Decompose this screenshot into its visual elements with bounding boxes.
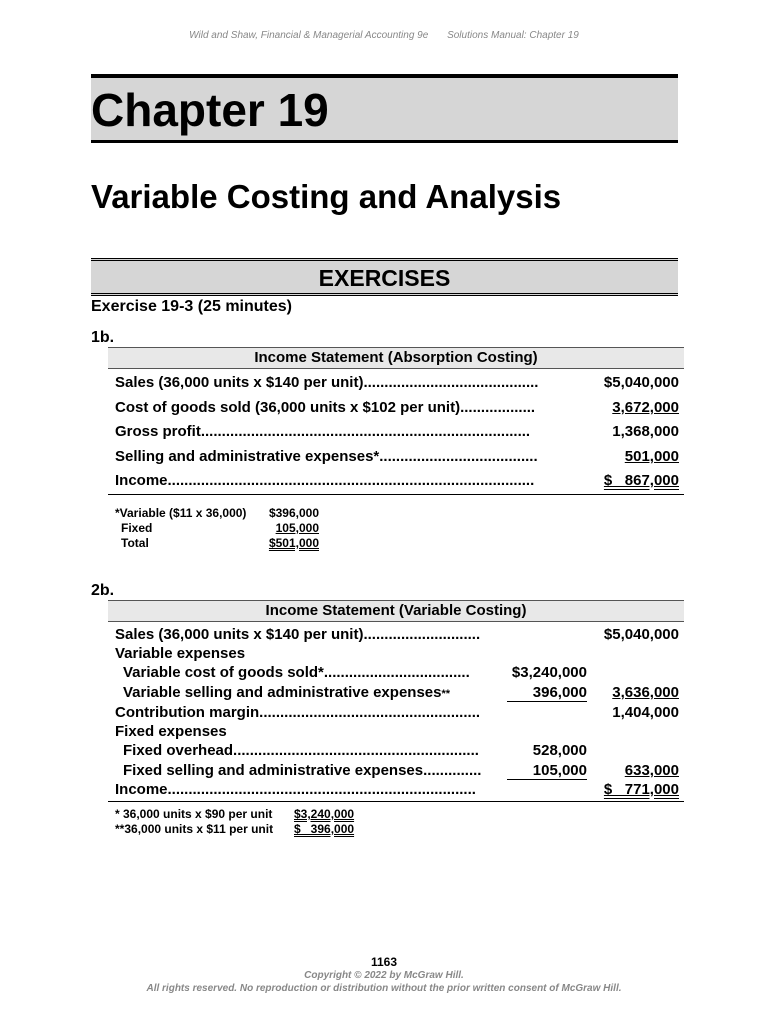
row-label: Sales (36,000 units x $140 per unit)..........................................	[115, 374, 539, 391]
chapter-subtitle: Variable Costing and Analysis	[91, 178, 562, 215]
note-label: * 36,000 units x $90 per unit	[115, 807, 273, 821]
manual-title: Solutions Manual: Chapter 19	[447, 30, 579, 41]
row-amount: $ 867,000	[603, 472, 679, 489]
exercise-title: Exercise 19-3 (25 minutes)	[91, 298, 292, 315]
note-amount: $3,240,000	[294, 807, 355, 821]
note-label: *Variable ($11 x 36,000)	[115, 506, 247, 520]
copyright: Copyright © 2022 by McGraw Hill.	[304, 970, 464, 981]
row-amount: 396,000	[507, 684, 587, 702]
row-label: Selling and administrative expenses*......................................	[115, 448, 538, 465]
row-label: Cost of goods sold (36,000 units x $102 per unit)..................	[115, 399, 536, 416]
divider	[108, 494, 684, 495]
variable-heading: Income Statement (Variable Costing)	[108, 600, 684, 622]
row-total: 633,000	[624, 762, 679, 779]
row-label: Fixed overhead...........................................................	[123, 742, 479, 759]
row-amount: 501,000	[624, 448, 679, 465]
row-amount: 105,000	[507, 762, 587, 780]
row-label: Sales (36,000 units x $140 per unit)............................	[115, 626, 481, 643]
note-row	[115, 506, 325, 521]
absorption-notes	[115, 506, 325, 551]
note-row	[115, 536, 325, 551]
row-amount: $3,240,000	[511, 664, 587, 681]
absorption-heading: Income Statement (Absorption Costing)	[108, 347, 684, 369]
variable-notes	[115, 807, 365, 837]
row-amount: 1,404,000	[612, 704, 679, 721]
row-label: Income........................................................................................	[115, 472, 535, 489]
variable-row-var-cogs	[115, 664, 679, 684]
row-label: Variable cost of goods sold*...................................	[123, 664, 470, 681]
variable-row-var-expenses	[115, 645, 679, 665]
running-header	[0, 30, 768, 41]
row-label: Income..........................................................................	[115, 781, 476, 798]
row-label: Gross profit...............................................................................	[115, 423, 531, 440]
row-total: 3,636,000	[612, 684, 679, 701]
row-label-text: Variable selling and administrative expenses	[123, 684, 442, 701]
note-row	[115, 807, 365, 822]
variable-row-fixed-overhead	[115, 742, 679, 762]
chapter-banner	[91, 74, 678, 143]
row-amount: 3,672,000	[612, 399, 679, 416]
footnote-mark: **	[441, 688, 451, 700]
absorption-row-cogs	[115, 399, 679, 419]
absorption-row-sga	[115, 448, 679, 468]
row-amount: $5,040,000	[603, 374, 679, 391]
variable-row-fixed-sga	[115, 762, 679, 782]
row-amount: 528,000	[532, 742, 587, 759]
absorption-row-gross-profit	[115, 423, 679, 443]
section-title: EXERCISES	[91, 258, 678, 296]
book-title: Wild and Shaw, Financial & Managerial Accounting 9e	[189, 30, 429, 41]
absorption-row-income	[115, 472, 679, 492]
note-label: Total	[121, 536, 149, 550]
part-2b-label: 2b.	[91, 582, 115, 599]
row-label: Variable expenses	[115, 645, 246, 662]
note-amount: $396,000	[268, 506, 319, 520]
variable-row-sales	[115, 626, 679, 646]
variable-row-fixed-expenses	[115, 723, 679, 743]
note-label: **36,000 units x $11 per unit	[115, 822, 274, 836]
note-amount: $ 396,000	[294, 822, 355, 836]
variable-row-var-sga	[115, 684, 679, 704]
chapter-title: Chapter 19	[91, 84, 329, 136]
part-1b-label: 1b.	[91, 329, 115, 346]
absorption-row-sales	[115, 374, 679, 394]
row-amount: $ 771,000	[603, 781, 679, 798]
row-label: Fixed expenses	[115, 723, 227, 740]
row-label: Fixed selling and administrative expenses..............	[123, 762, 482, 779]
page-number: 1163	[370, 955, 398, 969]
rights-notice: All rights reserved. No reproduction or distribution without the prior written consent of McGraw Hill.	[146, 983, 622, 994]
row-label: Contribution margin.....................................................	[115, 704, 481, 721]
row-label	[123, 684, 450, 701]
variable-row-contribution-margin	[115, 704, 679, 724]
row-amount: $5,040,000	[603, 626, 679, 643]
variable-row-income	[115, 781, 679, 801]
divider	[108, 801, 684, 802]
note-row	[115, 822, 365, 837]
note-row	[115, 521, 325, 536]
note-amount: $501,000	[268, 536, 319, 550]
note-label: Fixed	[121, 521, 153, 535]
note-amount: 105,000	[275, 521, 319, 535]
row-amount: 1,368,000	[612, 423, 679, 440]
